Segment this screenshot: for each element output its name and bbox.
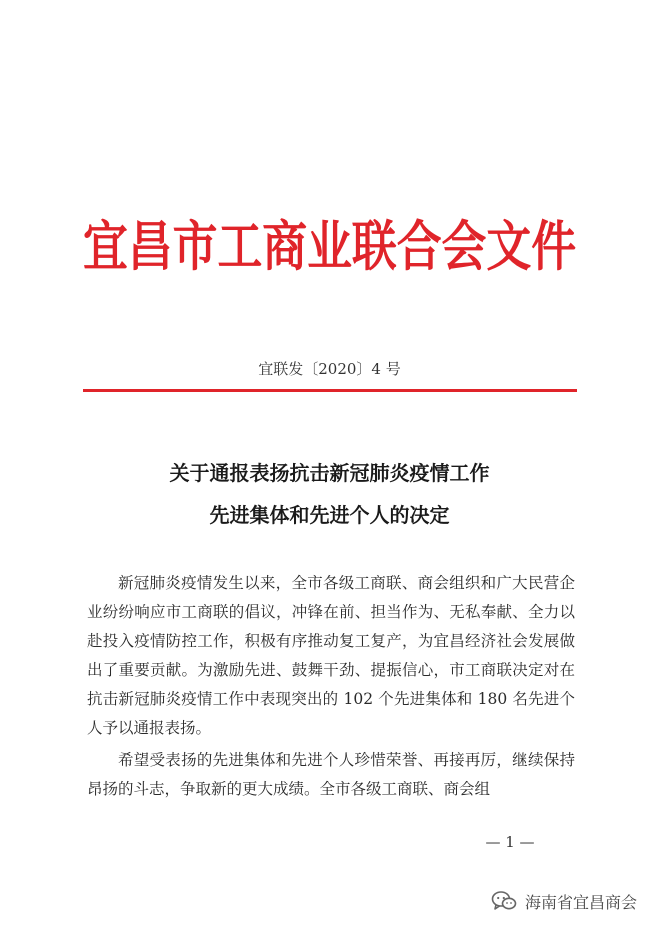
watermark-label: 海南省宜昌商会: [524, 892, 637, 912]
page-number: — 1 —: [485, 833, 535, 851]
body-paragraph-1: 新冠肺炎疫情发生以来，全市各级工商联、商会组织和广大民营企业纷纷响应市工商联的倡议，冲锋在前、担当作为、无私奉献、全力以赴投入疫情防控工作，积极有序推动复工复产，为宜昌经济社会发展做出了重要贡献。为激励先进、鼓舞干劲、提振信心，市工商联决定对在抗击新冠肺炎疫情工作中表现突出的 102 个先进集体和 180 名先进个人予以通报表扬。: [87, 574, 575, 737]
red-divider-line: [83, 389, 577, 392]
source-watermark: [491, 888, 637, 914]
body-paragraph-2: 希望受表扬的先进集体和先进个人珍惜荣誉、再接再厉，继续保持昂扬的斗志，争取新的更大成绩。全市各级工商联、商会组: [87, 751, 575, 798]
document-header-title: 宜昌市工商业联合会文件: [82, 214, 577, 278]
wechat-icon: [491, 890, 517, 912]
document-title-line-2: 先进集体和先进个人的决定: [209, 503, 450, 527]
document-body: [87, 569, 575, 804]
document-number: 宜联发〔2020〕4 号: [258, 360, 401, 378]
document-title: [0, 452, 659, 536]
document-title-line-1: 关于通报表扬抗击新冠肺炎疫情工作: [169, 461, 490, 485]
